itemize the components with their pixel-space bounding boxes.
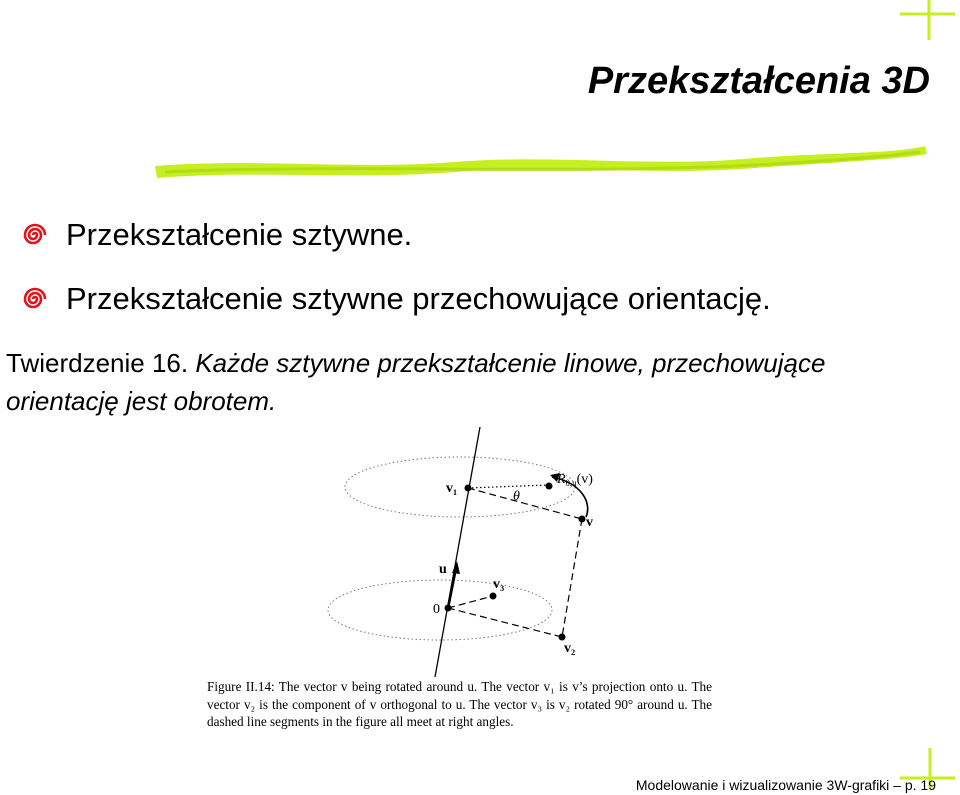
label-R-sub: θ,u — [565, 478, 577, 488]
point-v1 — [465, 485, 472, 492]
rotation-figure — [300, 425, 630, 680]
theorem — [6, 344, 936, 420]
bullet-item — [22, 203, 771, 267]
dashed-v-v2 — [562, 519, 582, 637]
bullet-text: Przekształcenie sztywne przechowujące orientację. — [66, 281, 771, 316]
theorem-body: Każde sztywne przekształcenie linowe, przechowujące orientację jest obrotem. — [6, 348, 826, 416]
corner-mark-top-right — [895, 0, 955, 45]
bullet-list — [22, 203, 771, 331]
label-R-main: R — [557, 472, 566, 487]
label-v2: v₂ — [564, 641, 576, 656]
point-R — [546, 483, 553, 490]
bullet-item — [22, 267, 771, 331]
label-R — [556, 472, 593, 488]
dashed-0-v3 — [448, 596, 493, 608]
spiral-icon — [22, 286, 48, 312]
bullet-text: Przekształcenie sztywne. — [66, 217, 413, 252]
figure-caption: Figure II.14: The vector v being rotated around u. The vector v₁ is v’s projection onto u. The vector v₂ is the component of v orthogonal to u. The vector v₃ is v₂ rotated 90° around u. The dashed line segments in the figure all meet at right angles. — [207, 679, 712, 729]
label-u: u — [439, 562, 447, 577]
dashed-0-v2 — [448, 608, 562, 637]
dashed-v1-R — [468, 485, 548, 488]
theorem-label: Twierdzenie 16. — [6, 348, 189, 378]
slide-footer: Modelowanie i wizualizowanie 3W-grafiki – p. 19 — [635, 777, 936, 793]
point-v2 — [559, 634, 566, 641]
spiral-icon — [22, 222, 48, 248]
point-v3 — [490, 593, 497, 600]
point-v — [579, 516, 586, 523]
u-vector — [448, 568, 456, 608]
slide-title: Przekształcenia 3D — [587, 60, 930, 102]
label-v3: v₃ — [493, 577, 505, 592]
title-underline-stroke — [135, 128, 935, 188]
lower-orbit-ellipse — [328, 580, 552, 640]
rotation-axis — [435, 427, 480, 677]
dashed-v1-v — [468, 488, 582, 519]
upper-orbit-ellipse — [345, 457, 575, 517]
label-theta: θ — [513, 489, 520, 504]
label-R-arg: (v) — [576, 472, 593, 487]
point-zero — [445, 605, 452, 612]
label-v: v — [586, 515, 593, 530]
label-v1: v₁ — [446, 481, 458, 496]
label-zero: 0 — [433, 602, 440, 617]
